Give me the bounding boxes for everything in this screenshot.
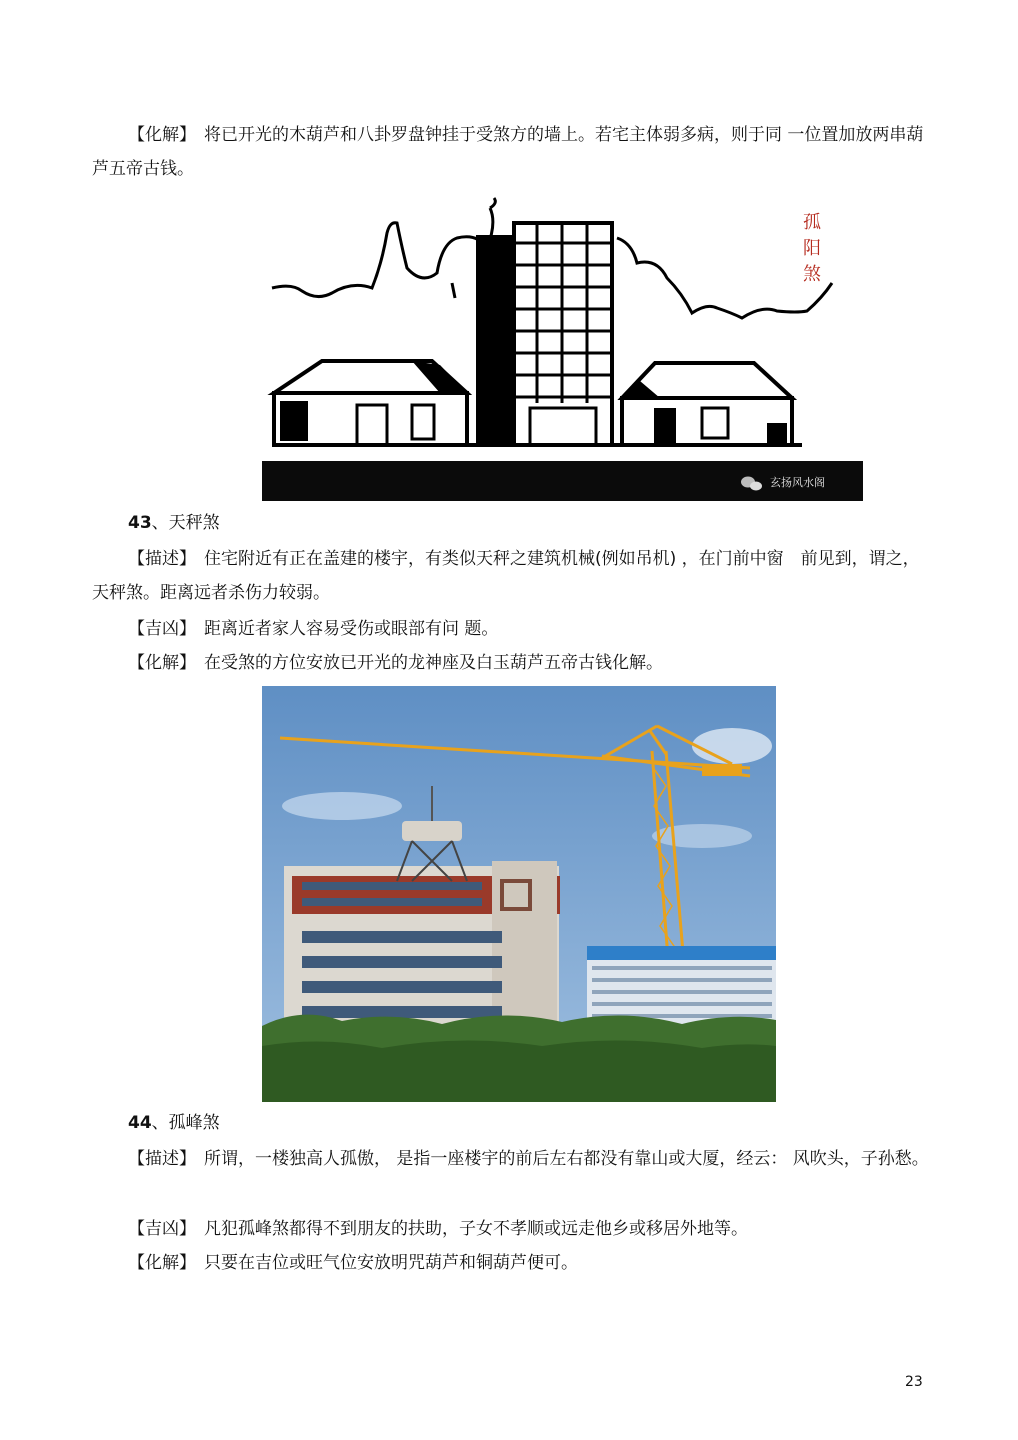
section43-huajie bbox=[92, 646, 932, 680]
section43-jixiong-text: 距离近者家人容易受伤或眼部有问 题。 bbox=[204, 619, 499, 639]
figure1-label-char-2: 阳 bbox=[803, 238, 821, 259]
section44-huajie-text: 只要在吉位或旺气位安放明咒葫芦和铜葫芦便可。 bbox=[204, 1253, 578, 1273]
page-number: 23 bbox=[905, 1374, 923, 1390]
section44-number: 44 bbox=[128, 1113, 152, 1133]
intro-tag: 【化解】 bbox=[128, 125, 196, 145]
section43-title: 天秤煞 bbox=[168, 513, 220, 533]
section43-huajie-tag: 【化解】 bbox=[128, 653, 196, 673]
section43-number: 43 bbox=[128, 513, 152, 533]
intro-paragraph bbox=[92, 118, 932, 186]
figure1-label bbox=[797, 210, 827, 288]
section44-heading bbox=[128, 1108, 220, 1138]
section44-title: 孤峰煞 bbox=[168, 1113, 220, 1133]
section44-desc-text: 所谓，一楼独高人孤傲， 是指一座楼宇的前后左右都没有靠山或大厦，经云： 风吹头，子孙愁。 bbox=[204, 1149, 929, 1169]
section43-desc-text: 住宅附近有正在盖建的楼宇，有类似天秤之建筑机械(例如吊机) ，在门前中窗 前见到，谓之，天秤煞。距离远者杀伤力较弱。 bbox=[92, 549, 920, 603]
section44-separator: 、 bbox=[151, 1113, 169, 1133]
figure-isolated-yang-illustration bbox=[262, 193, 863, 501]
figure1-label-char-1: 孤 bbox=[803, 212, 821, 233]
section43-jixiong bbox=[92, 612, 932, 646]
section43-jixiong-tag: 【吉凶】 bbox=[128, 619, 196, 639]
figure-crane-photo bbox=[262, 686, 776, 1102]
figure1-watermark: 玄扬风水阁 bbox=[770, 476, 825, 489]
section43-heading bbox=[128, 508, 220, 538]
section44-jixiong-text: 凡犯孤峰煞都得不到朋友的扶助，子女不孝顺或远走他乡或移居外地等。 bbox=[204, 1219, 748, 1239]
section43-separator: 、 bbox=[151, 513, 169, 533]
section44-jixiong bbox=[92, 1212, 932, 1246]
section43-huajie-text: 在受煞的方位安放已开光的龙神座及白玉葫芦五帝古钱化解。 bbox=[204, 653, 663, 673]
section43-description bbox=[92, 542, 932, 610]
section44-huajie-tag: 【化解】 bbox=[128, 1253, 196, 1273]
section44-desc-tag: 【描述】 bbox=[128, 1149, 196, 1169]
figure1-label-char-3: 煞 bbox=[803, 264, 821, 285]
section44-description bbox=[92, 1142, 932, 1176]
section44-huajie bbox=[92, 1246, 932, 1280]
section43-desc-tag: 【描述】 bbox=[128, 549, 196, 569]
section44-jixiong-tag: 【吉凶】 bbox=[128, 1219, 196, 1239]
intro-text: 将已开光的木葫芦和八卦罗盘钟挂于受煞方的墙上。若宅主体弱多病，则于同 一位置加放两串葫芦五帝古钱。 bbox=[92, 125, 924, 179]
